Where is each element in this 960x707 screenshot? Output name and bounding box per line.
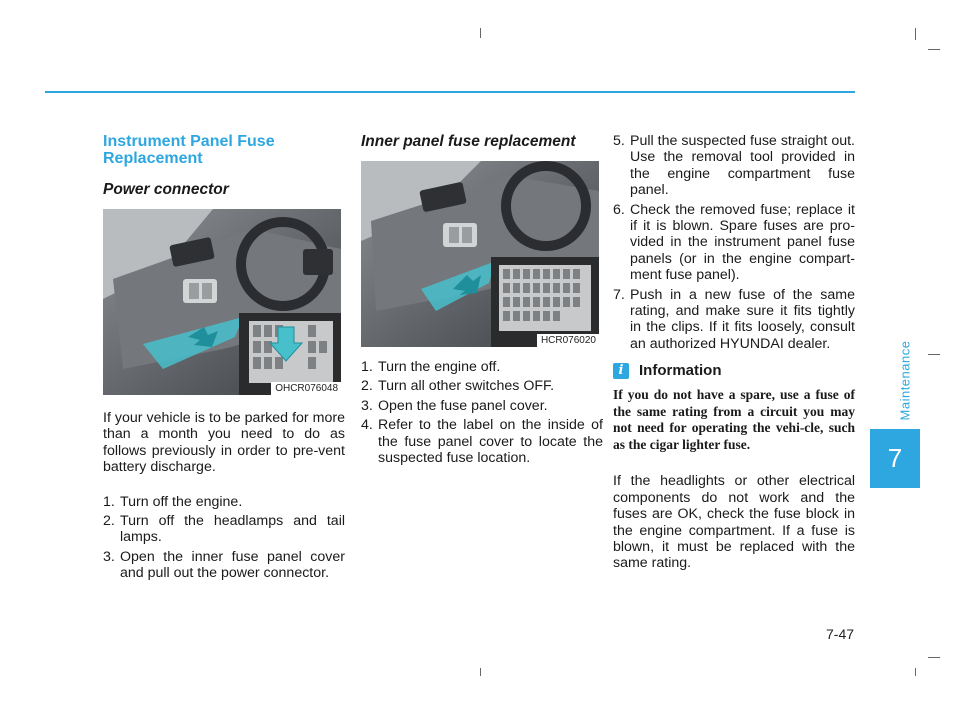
crop-mark-top-center — [480, 28, 481, 38]
photo-code-label: OHCR076048 — [271, 382, 341, 395]
column-right — [613, 133, 855, 572]
power-connector-steps — [103, 494, 345, 582]
inner-panel-heading: Inner panel fuse replacement — [361, 133, 576, 150]
step-text: Check the removed fuse; replace it if it is blown. Spare fuses are pro-vided in the instrument panel fuse panels (or in the engine compart-ment fuse panel). — [630, 201, 855, 284]
closing-paragraph: If the headlights or other electrical components do not work and the fuses are OK, check the fuse block in the engine compartment. If a fuse is blown, it must be replaced with the same rating. — [613, 473, 855, 572]
chapter-label-text: Maintenance — [897, 340, 913, 420]
step-text: Turn off the engine. — [120, 493, 243, 510]
crop-mark-top-right-vertical — [915, 28, 916, 40]
step-number: 1. — [361, 359, 373, 375]
list-item — [103, 494, 345, 510]
inner-panel-photo — [361, 161, 599, 347]
list-item — [361, 359, 603, 375]
information-body: If you do not have a spare, use a fuse of the same rating from a circuit you may not need for operating the vehi-cle, such as the cigar lighter fuse. — [613, 387, 855, 452]
list-item — [361, 378, 603, 394]
chapter-number-tab: 7 — [870, 429, 920, 488]
continued-steps — [613, 133, 855, 352]
step-text: Turn the engine off. — [378, 359, 501, 375]
chapter-side-label — [875, 340, 935, 420]
inner-panel-steps — [361, 359, 603, 466]
step-text: Open the fuse panel cover. — [378, 397, 548, 414]
photo-code-label: HCR076020 — [537, 334, 599, 347]
list-item — [361, 398, 603, 414]
step-number: 4. — [361, 417, 373, 434]
page-number: 7-47 — [826, 626, 855, 642]
step-text: Open the inner fuse panel cover and pull out the power connector. — [120, 548, 345, 582]
list-item — [361, 417, 603, 466]
info-icon: i — [613, 363, 629, 379]
list-item — [103, 513, 345, 546]
step-number: 7. — [613, 286, 625, 303]
step-number: 6. — [613, 201, 625, 218]
crop-mark-bottom-right-vertical — [915, 668, 916, 676]
list-item — [613, 287, 855, 353]
step-text: Turn off the headlamps and tail lamps. — [120, 513, 345, 546]
power-connector-photo — [103, 209, 341, 395]
step-text: Refer to the label on the inside of the fuse panel cover to locate the suspected fuse location. — [378, 417, 603, 467]
step-text: Pull the suspected fuse straight out. Use the removal tool provided in the engine compartment fuse panel. — [630, 133, 855, 199]
step-text: Turn all other switches OFF. — [378, 378, 555, 395]
step-number: 2. — [103, 513, 115, 530]
column-middle — [361, 133, 603, 469]
power-connector-intro: If your vehicle is to be parked for more than a month you need to do as follows previously in order to pre-vent battery discharge. — [103, 410, 345, 476]
header-rule — [45, 91, 855, 93]
list-item — [103, 549, 345, 582]
section-title: Instrument Panel Fuse Replacement — [103, 133, 275, 167]
step-number: 1. — [103, 493, 115, 510]
list-item — [613, 133, 855, 199]
list-item — [613, 202, 855, 284]
crop-mark-top-right-horizontal — [928, 49, 940, 50]
crop-mark-bottom-right-horizontal — [928, 657, 940, 658]
information-title: Information — [639, 362, 722, 380]
information-header — [613, 362, 855, 379]
step-text: Push in a new fuse of the same rating, and make sure it fits tightly in the clips. If it fits loosely, consult an authorized HYUNDAI dealer. — [630, 286, 855, 352]
column-left — [103, 133, 345, 585]
step-number: 5. — [613, 133, 625, 149]
step-number: 3. — [361, 397, 373, 414]
crop-mark-bottom-center — [480, 668, 481, 676]
power-connector-heading: Power connector — [103, 181, 229, 198]
step-number: 3. — [103, 548, 115, 565]
step-number: 2. — [361, 378, 373, 395]
